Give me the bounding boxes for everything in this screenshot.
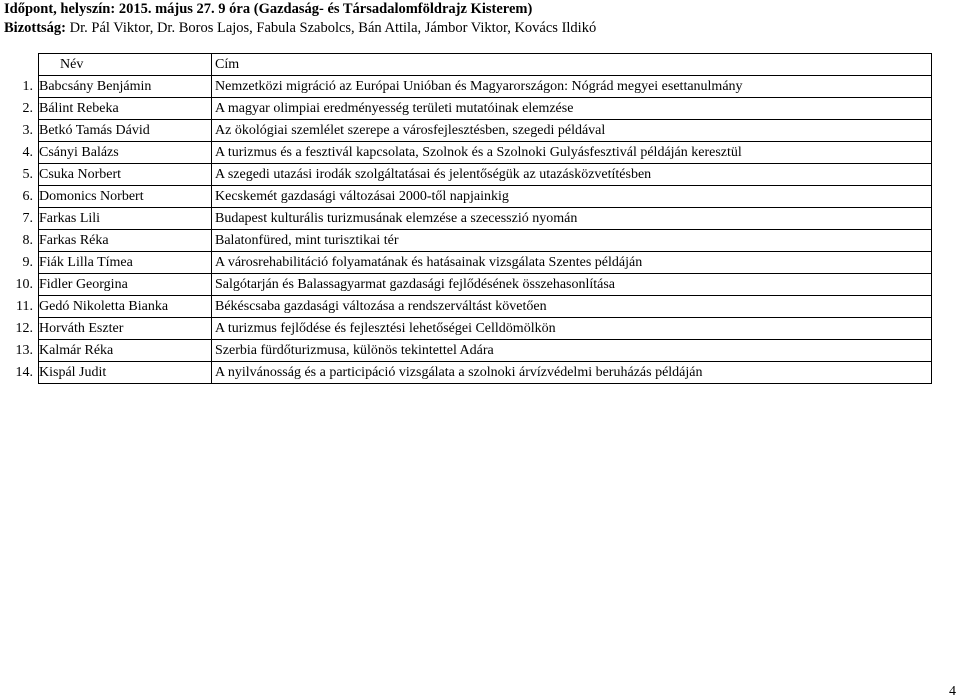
student-name: Betkó Tamás Dávid bbox=[39, 122, 150, 138]
cell-thesis-title: A turizmus és a fesztivál kapcsolata, Szolnok és a Szolnoki Gulyásfesztivál példáján keresztül bbox=[212, 142, 932, 164]
committee-label: Bizottság: bbox=[4, 20, 67, 36]
table-row bbox=[39, 208, 932, 230]
thesis-table bbox=[15, 53, 932, 384]
document-header bbox=[4, 0, 954, 38]
row-number: 5. bbox=[22, 166, 33, 182]
cell-thesis-title: Kecskemét gazdasági változásai 2000-től napjainkig bbox=[212, 186, 932, 208]
time-place-text: Időpont, helyszín: 2015. május 27. 9 óra (Gazdaság- és Társadalomföldrajz Kisterem) bbox=[4, 1, 533, 17]
column-header-title: Cím bbox=[212, 54, 932, 76]
student-name: Farkas Réka bbox=[39, 232, 109, 248]
cell-student-name bbox=[22, 98, 212, 120]
cell-student-name bbox=[15, 340, 212, 362]
header-time-place bbox=[4, 0, 954, 19]
header-committee bbox=[4, 19, 954, 38]
page-number: 4 bbox=[949, 684, 956, 699]
column-header-name: Név bbox=[39, 54, 212, 76]
table-row bbox=[39, 362, 932, 384]
cell-student-name bbox=[22, 120, 212, 142]
student-name: Farkas Lili bbox=[39, 210, 101, 226]
row-number: 11. bbox=[16, 298, 33, 314]
table-row bbox=[39, 142, 932, 164]
row-number: 13. bbox=[15, 342, 33, 358]
row-number: 4. bbox=[22, 144, 33, 160]
student-name: Domonics Norbert bbox=[39, 188, 144, 204]
cell-student-name bbox=[22, 142, 212, 164]
cell-thesis-title: Balatonfüred, mint turisztikai tér bbox=[212, 230, 932, 252]
cell-thesis-title: Salgótarján és Balassagyarmat gazdasági fejlődésének összehasonlítása bbox=[212, 274, 932, 296]
row-number: 2. bbox=[22, 100, 33, 116]
row-number: 7. bbox=[22, 210, 33, 226]
table-row bbox=[39, 274, 932, 296]
cell-thesis-title: A nyilvánosság és a participáció vizsgálata a szolnoki árvízvédelmi beruházás példáján bbox=[212, 362, 932, 384]
cell-thesis-title: A turizmus fejlődése és fejlesztési lehetőségei Celldömölkön bbox=[212, 318, 932, 340]
cell-student-name bbox=[22, 208, 212, 230]
cell-thesis-title: A magyar olimpiai eredményesség területi mutatóinak elemzése bbox=[212, 98, 932, 120]
cell-student-name bbox=[15, 274, 212, 296]
table-row bbox=[39, 318, 932, 340]
student-name: Bálint Rebeka bbox=[39, 100, 119, 116]
row-number: 3. bbox=[22, 122, 33, 138]
row-number: 12. bbox=[15, 320, 33, 336]
student-name: Csuka Norbert bbox=[39, 166, 122, 182]
cell-thesis-title: Szerbia fürdőturizmusa, különös tekintettel Adára bbox=[212, 340, 932, 362]
table-row bbox=[39, 186, 932, 208]
row-number: 6. bbox=[22, 188, 33, 204]
student-name: Csányi Balázs bbox=[39, 144, 119, 160]
table-row bbox=[39, 230, 932, 252]
cell-student-name bbox=[22, 252, 212, 274]
student-name: Fiák Lilla Tímea bbox=[39, 254, 133, 270]
cell-student-name bbox=[22, 230, 212, 252]
row-number: 14. bbox=[15, 364, 33, 380]
cell-thesis-title: Nemzetközi migráció az Európai Unióban és Magyarországon: Nógrád megyei esettanulmány bbox=[212, 76, 932, 98]
cell-thesis-title: Az ökológiai szemlélet szerepe a városfejlesztésben, szegedi példával bbox=[212, 120, 932, 142]
table-row bbox=[39, 340, 932, 362]
cell-thesis-title: A városrehabilitáció folyamatának és hatásainak vizsgálata Szentes példáján bbox=[212, 252, 932, 274]
table-row bbox=[39, 296, 932, 318]
cell-student-name bbox=[22, 76, 212, 98]
cell-student-name bbox=[22, 164, 212, 186]
row-number: 1. bbox=[22, 78, 33, 94]
committee-members: Dr. Pál Viktor, Dr. Boros Lajos, Fabula Szabolcs, Bán Attila, Jámbor Viktor, Kovács Ildikó bbox=[66, 20, 597, 36]
row-number: 10. bbox=[15, 276, 33, 292]
cell-student-name bbox=[15, 318, 212, 340]
student-name: Babcsány Benjámin bbox=[39, 78, 152, 94]
table-row bbox=[39, 252, 932, 274]
table-row bbox=[39, 98, 932, 120]
student-name: Kispál Judit bbox=[39, 364, 107, 380]
student-name: Horváth Eszter bbox=[39, 320, 124, 336]
student-name: Fidler Georgina bbox=[39, 276, 128, 292]
cell-thesis-title: Békéscsaba gazdasági változása a rendszerváltást követően bbox=[212, 296, 932, 318]
table-body bbox=[15, 76, 932, 384]
row-number: 8. bbox=[22, 232, 33, 248]
cell-thesis-title: A szegedi utazási irodák szolgáltatásai és jelentőségük az utazásközvetítésben bbox=[212, 164, 932, 186]
cell-student-name bbox=[16, 296, 212, 318]
student-name: Kalmár Réka bbox=[39, 342, 114, 358]
table-row bbox=[39, 164, 932, 186]
table-header-row bbox=[39, 54, 932, 76]
table-row bbox=[39, 76, 932, 98]
student-name: Gedó Nikoletta Bianka bbox=[39, 298, 169, 314]
cell-student-name bbox=[15, 362, 212, 384]
cell-thesis-title: Budapest kulturális turizmusának elemzése a szecesszió nyomán bbox=[212, 208, 932, 230]
row-number: 9. bbox=[22, 254, 33, 270]
table-row bbox=[39, 120, 932, 142]
cell-student-name bbox=[22, 186, 212, 208]
